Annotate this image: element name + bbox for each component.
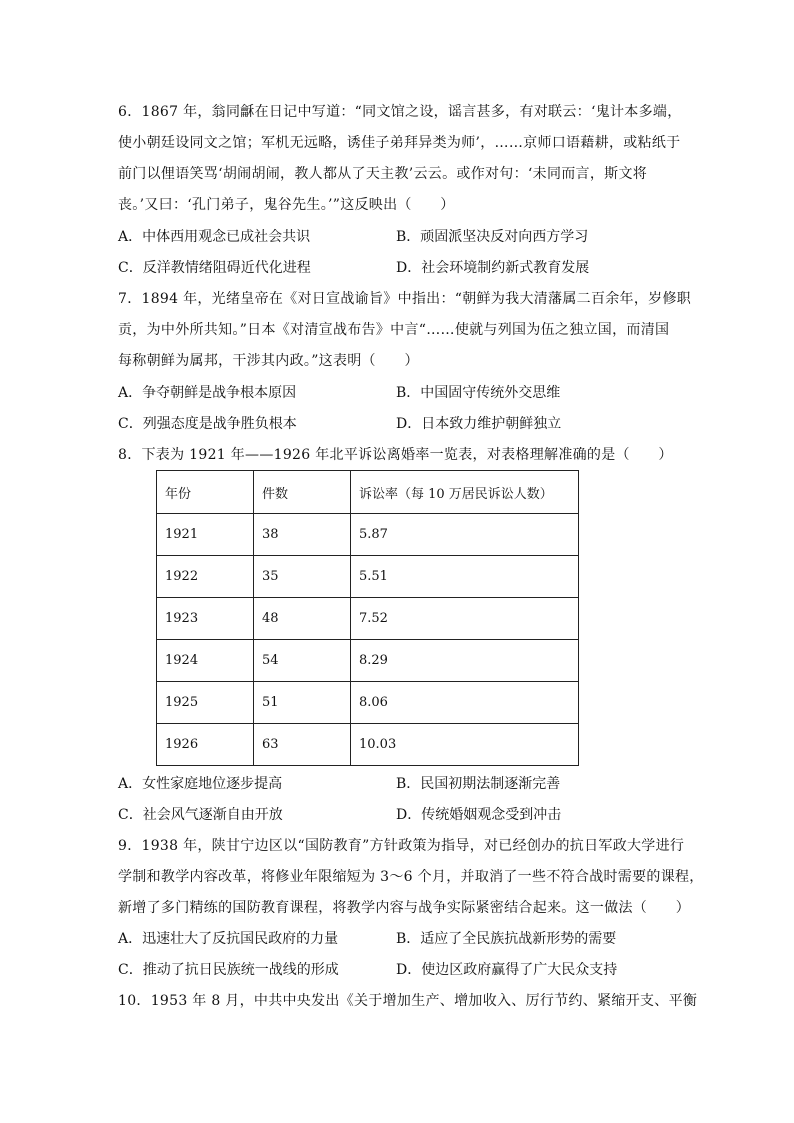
q7-line-3: 每称朝鲜为属邦，干涉其内政。”这表明（ ） — [118, 353, 419, 369]
cell-rate: 7.52 — [351, 598, 579, 640]
table-header-row — [157, 471, 579, 514]
q9-option-d: D．使边区政府赢得了广大民众支持 — [396, 962, 618, 978]
cell-count: 54 — [254, 640, 351, 682]
q9-option-a: A．迅速壮大了反抗国民政府的力量 — [118, 931, 339, 947]
q6-line-2: 使小朝廷设同文之馆；军机无远略，诱佳子弟拜异类为师’，……京师口语藉耕，或粘纸于 — [118, 135, 681, 151]
q8-option-a: A．女性家庭地位逐步提高 — [118, 776, 283, 792]
q10-line-1: 10．1953 年 8 月，中共中央发出《关于增加生产、增加收入、厉行节约、紧缩开支、平衡 — [118, 993, 698, 1009]
divorce-rate-table — [156, 470, 579, 766]
cell-count: 38 — [254, 514, 351, 556]
q6-line-1: 6．1867 年，翁同龢在日记中写道：“同文馆之设，谣言甚多，有对联云：‘鬼计本多端， — [118, 104, 682, 120]
table-row — [157, 682, 579, 724]
cell-year: 1924 — [157, 640, 254, 682]
cell-rate: 8.06 — [351, 682, 579, 724]
q9-line-2: 学制和教学内容改革，将修业年限缩短为 3～6 个月，并取消了一些不符合战时需要的课程， — [118, 869, 704, 885]
cell-rate: 5.87 — [351, 514, 579, 556]
cell-year: 1925 — [157, 682, 254, 724]
q6-option-c: C．反洋教情绪阻碍近代化进程 — [118, 260, 311, 276]
table-row — [157, 598, 579, 640]
q6-option-d: D．社会环境制约新式教育发展 — [396, 260, 590, 276]
q6-option-a: A．中体西用观念已成社会共识 — [118, 229, 311, 245]
cell-year: 1923 — [157, 598, 254, 640]
table-row — [157, 724, 579, 766]
cell-year: 1926 — [157, 724, 254, 766]
q9-line-1: 9．1938 年，陕甘宁边区以“国防教育”方针政策为指导，对已经创办的抗日军政大学进行 — [118, 838, 685, 854]
q9-option-c: C．推动了抗日民族统一战线的形成 — [118, 962, 339, 978]
q7-line-2: 贡，为中外所共知。”日本《对清宣战布告》中言“……使就与列国为伍之独立国，而清国 — [118, 322, 670, 338]
cell-year: 1922 — [157, 556, 254, 598]
q8-option-d: D．传统婚姻观念受到冲击 — [396, 807, 562, 823]
cell-count: 51 — [254, 682, 351, 724]
q7-option-d: D．日本致力维护朝鲜独立 — [396, 416, 562, 432]
cell-rate: 5.51 — [351, 556, 579, 598]
table-row — [157, 514, 579, 556]
header-year: 年份 — [157, 471, 254, 514]
q7-option-c: C．列强态度是战争胜负根本 — [118, 416, 297, 432]
q6-line-3: 前门以俚语笑骂‘胡闹胡闹，教人都从了天主教’云云。或作对句：‘未同而言，斯文将 — [118, 166, 648, 182]
cell-count: 48 — [254, 598, 351, 640]
q9-line-3: 新增了多门精练的国防教育课程，将教学内容与战争实际紧密结合起来。这一做法（ ） — [118, 900, 690, 916]
q7-option-a: A．争夺朝鲜是战争根本原因 — [118, 385, 297, 401]
q7-line-1: 7．1894 年，光绪皇帝在《对日宣战谕旨》中指出：“朝鲜为我大清藩属二百余年，岁修职 — [118, 291, 692, 307]
q9-option-b: B．适应了全民族抗战新形势的需要 — [396, 931, 617, 947]
q8-option-b: B．民国初期法制逐渐完善 — [396, 776, 561, 792]
q8-line-1: 8．下表为 1921 年——1926 年北平诉讼离婚率一览表，对表格理解准确的是（ ） — [118, 447, 673, 463]
header-count: 件数 — [254, 471, 351, 514]
table-row — [157, 640, 579, 682]
cell-rate: 8.29 — [351, 640, 579, 682]
q6-option-b: B．顽固派坚决反对向西方学习 — [396, 229, 589, 245]
table-row — [157, 556, 579, 598]
q7-option-b: B．中国固守传统外交思维 — [396, 385, 561, 401]
q8-option-c: C．社会风气逐渐自由开放 — [118, 807, 283, 823]
cell-count: 35 — [254, 556, 351, 598]
cell-count: 63 — [254, 724, 351, 766]
q6-line-4: 丧。’又曰：‘孔门弟子，鬼谷先生。’”这反映出（ ） — [118, 197, 455, 213]
header-rate: 诉讼率（每 10 万居民诉讼人数） — [351, 471, 579, 514]
cell-year: 1921 — [157, 514, 254, 556]
cell-rate: 10.03 — [351, 724, 579, 766]
